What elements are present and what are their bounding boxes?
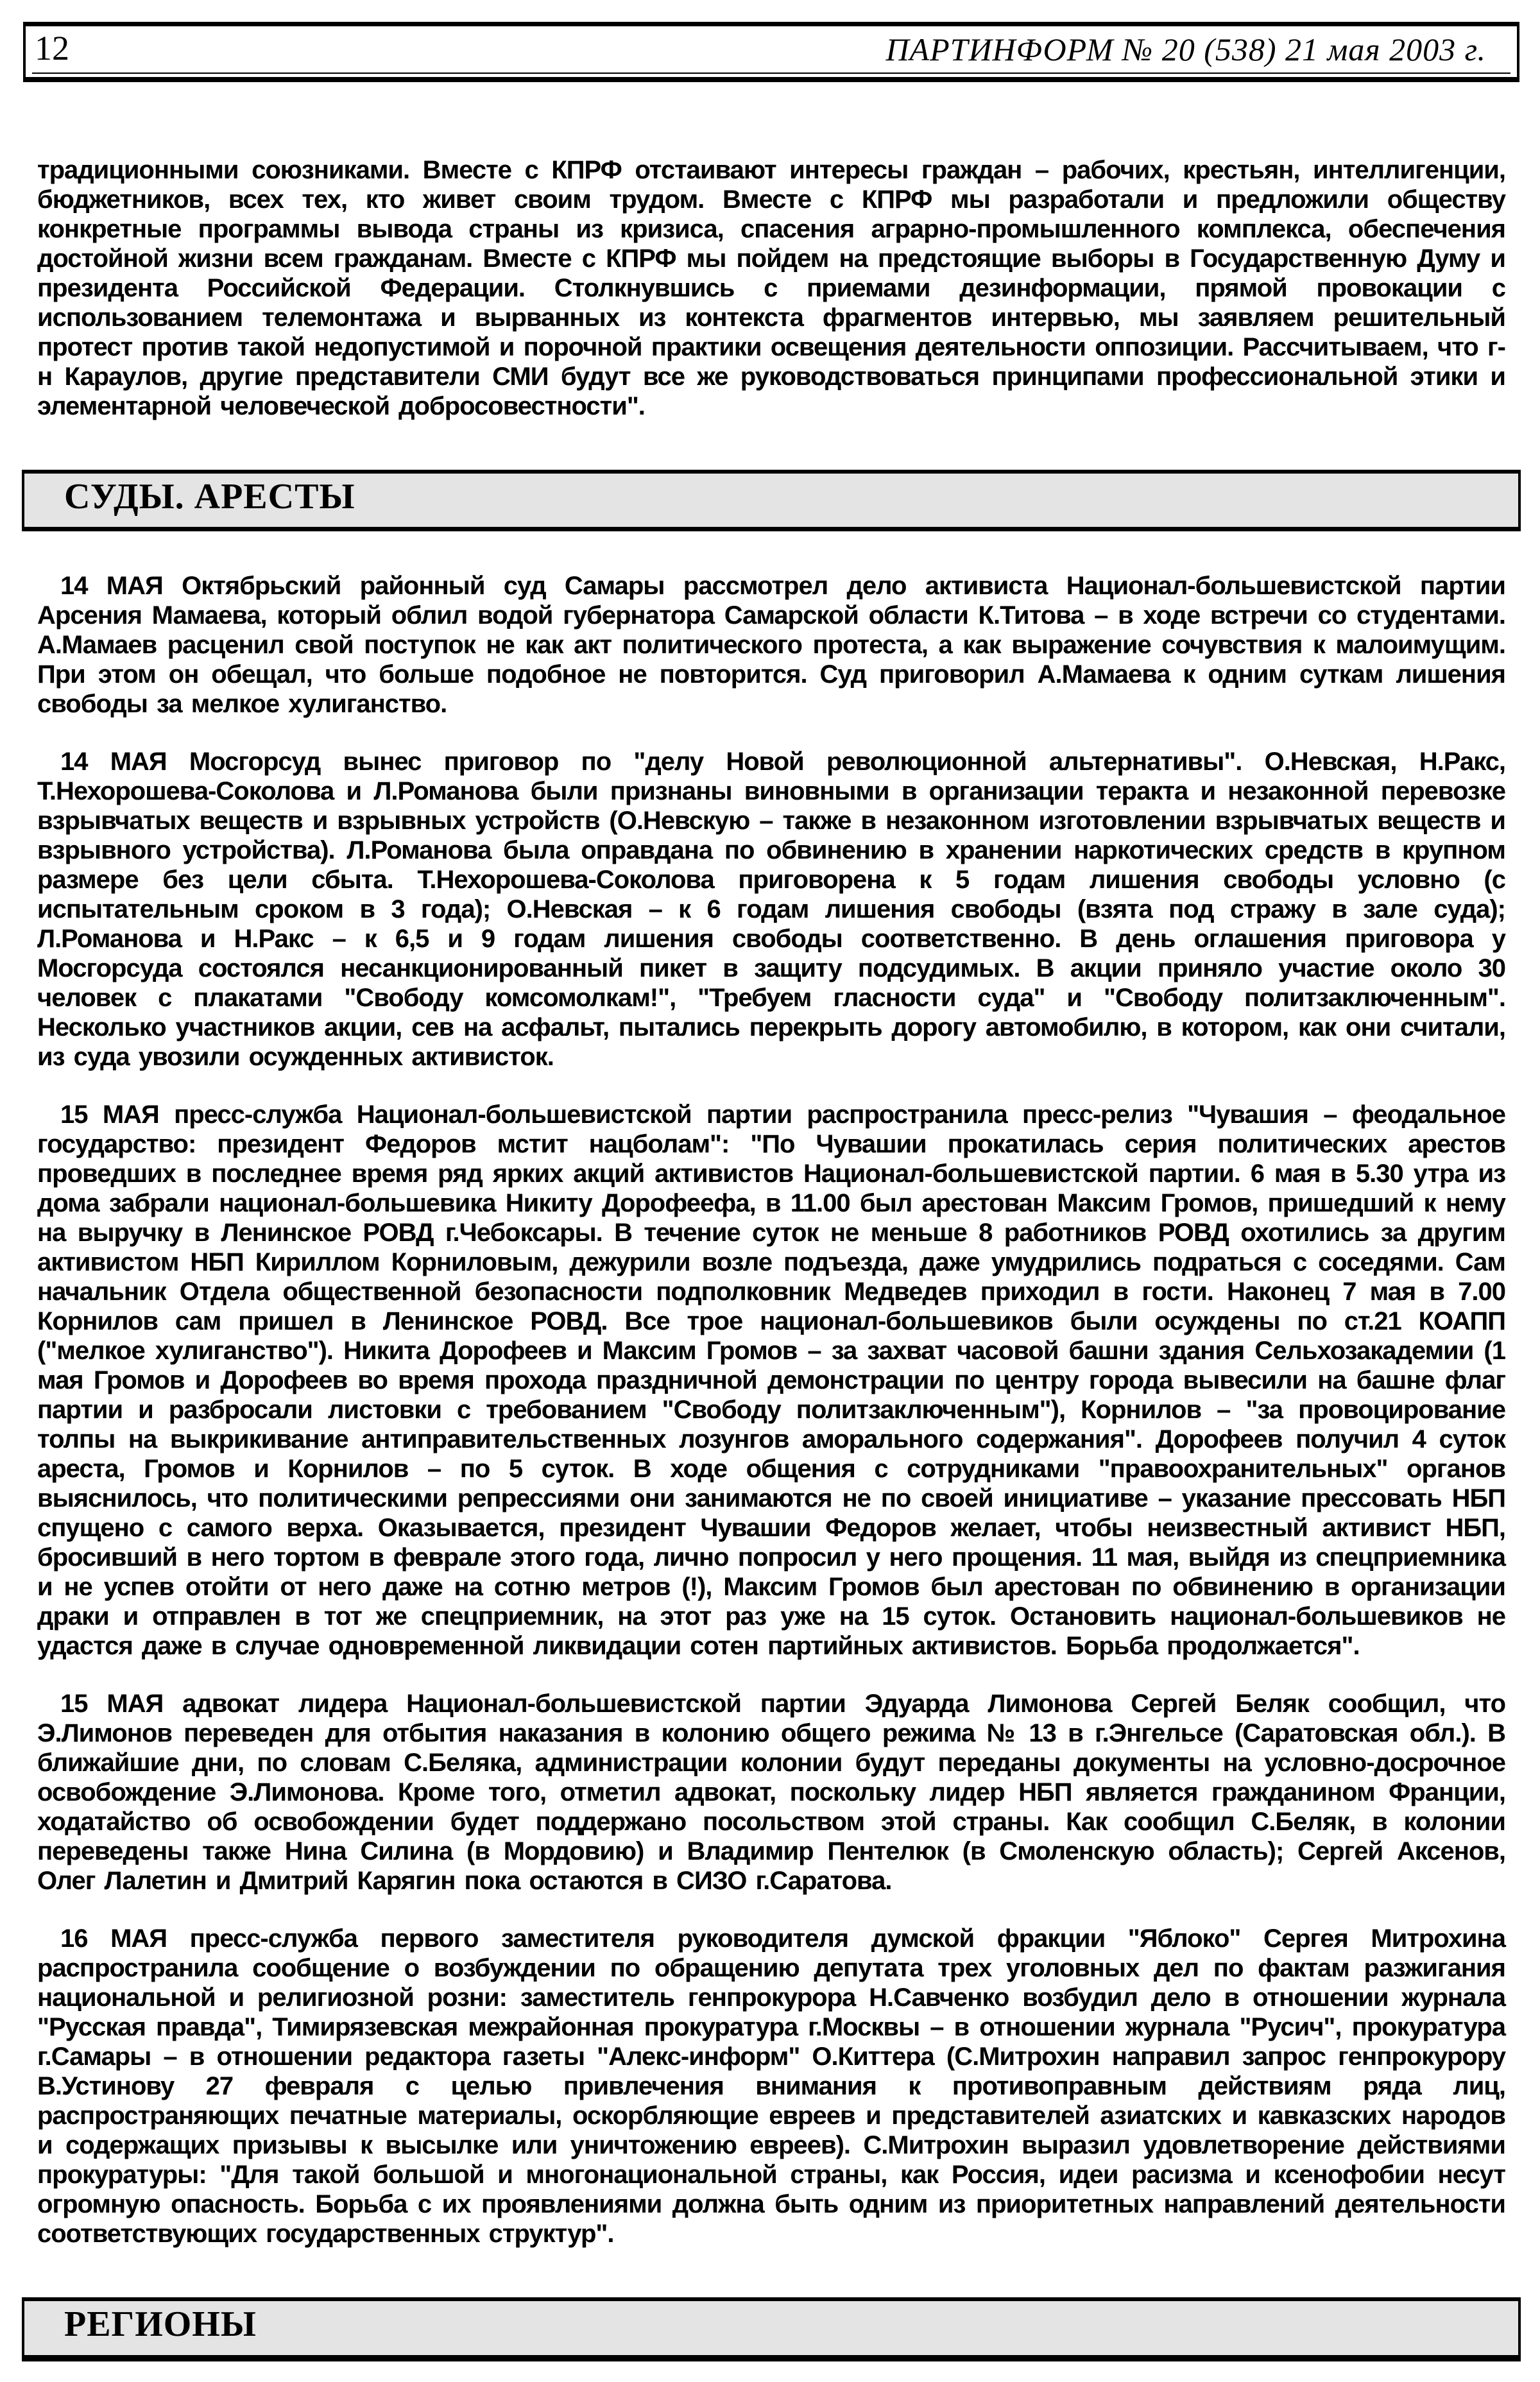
page-header — [23, 22, 1519, 82]
section-heading-regiony: РЕГИОНЫ — [22, 2297, 1521, 2361]
continuation-paragraph: традиционными союзниками. Вместе с КПРФ отстаивают интересы граждан – рабочих, крестьян, интеллигенции, бюджетников, всех тех, кто живет своим трудом. Вместе с КПРФ мы разработали и предложили обществу конкретные программы вывода страны из кризиса, спасения аграрно-промышленного комплекса, обеспечения достойной жизни всем гражданам. Вместе с КПРФ мы пойдем на предстоящие выборы в Государственную Думу и президента Российской Федерации. Столкнувшись с приемами дезинформации, прямой провокации с использованием телемонтажа и вырванных из контекста фрагментов интервью, мы заявляем решительный протест против такой недопустимой и порочной практики освещения деятельности оппозиции. Рассчитываем, что г-н Караулов, другие представители СМИ будут все же руководствоваться принципами профессиональной этики и элементарной человеческой добросовестности". — [37, 155, 1505, 420]
paragraph-15-may-press-release: 15 МАЯ пресс-служба Национал-большевистской партии распространила пресс-релиз "Чувашия – феодальное государство: президент Федоров мстит нацболам": "По Чувашии прокатилась серия политических арестов проведших в последнее время ряд ярких акций активистов Национал-большевистской партии. 6 мая в 5.30 утра из дома забрали национал-большевика Никиту Дорофеефа, в 11.00 был арестован Максим Громов, пришедший к нему на выручку в Ленинское РОВД г.Чебоксары. В течение суток не меньше 8 работников РОВД охотились за другим активистом НБП Кириллом Корниловым, дежурили возле подъезда, даже умудрились подраться с соседями. Сам начальник Отдела общественной безопасности подполковник Медведев приходил в гости. Наконец 7 мая в 7.00 Корнилов сам пришел в Ленинское РОВД. Все трое национал-большевиков были осуждены по ст.21 КОАПП ("мелкое хулиганство"). Никита Дорофеев и Максим Громов – за захват часовой башни здания Сельхозакадемии (1 мая Громов и Дорофеев во время прохода праздничной демонстрации по центру города вывесили на башне флаг партии и разбросали листовки с требованием "Свободу политзаключенным"), Корнилов – "за провоцирование толпы на выкрикивание антиправительственных лозунгов аморального содержания". Дорофеев получил 4 суток ареста, Громов и Корнилов – по 5 суток. В ходе общения с сотрудниками "правоохранительных" органов выяснилось, что политическими репрессиями они занимаются не по своей инициативе – указание прессовать НБП спущено с самого верха. Оказывается, президент Чувашии Федоров желает, чтобы неизвестный активист НБП, бросивший в него тортом в феврале этого года, лично попросил у него прощения. 11 мая, выйдя из спецприемника и не успев отойти от него даже на сотню метров (!), Максим Громов был арестован по обвинению в организации драки и отправлен в тот же спецприемник, на этот раз уже на 15 суток. Остановить национал-большевиков не удастся даже в случае одновременной ликвидации сотен партийных активистов. Борьба продолжается". — [37, 1101, 1505, 1661]
section-heading-sudy-aresty: СУДЫ. АРЕСТЫ — [22, 470, 1521, 532]
paragraph-14-may-samara: 14 МАЯ Октябрьский районный суд Самары рассмотрел дело активиста Национал-большевистской партии Арсения Мамаева, который облил водой губернатора Самарской области К.Титова – в ходе встречи со студентами. А.Мамаев расценил свой поступок не как акт политического протеста, а как выражение сочувствия к малоимущим. При этом он обещал, что больше подобное не повторится. Суд приговорил А.Мамаева к одним суткам лишения свободы за мелкое хулиганство. — [37, 572, 1505, 719]
paragraph-14-may-mosgorsud: 14 МАЯ Мосгорсуд вынес приговор по "делу Новой революционной альтернативы". О.Невская, Н.Ракс, Т.Нехорошева-Соколова и Л.Романова были признаны виновными в организации теракта и незаконной перевозке взрывчатых веществ и взрывных устройств (О.Невскую – также в незаконном изготовлении взрывчатых веществ и взрывного устройства). Л.Романова была оправдана по обвинению в хранении наркотических средств в крупном размере без цели сбыта. Т.Нехорошева-Соколова приговорена к 5 годам лишения свободы условно (с испытательным сроком в 3 года); О.Невская – к 6 годам лишения свободы (взята под стражу в зале суда); Л.Романова и Н.Ракс – к 6,5 и 9 годам лишения свободы соответственно. В день оглашения приговора у Мосгорсуда состоялся несанкционированный пикет в защиту подсудимых. В акции приняло участие около 30 человек с плакатами "Свободу комсомолкам!", "Требуем гласности суда" и "Свободу политзаключенным". Несколько участников акции, сев на асфальт, пытались перекрыть дорогу автомобилю, в котором, как они считали, из суда увозили осужденных активисток. — [37, 748, 1505, 1072]
masthead-title: ПАРТИНФОРМ № 20 (538) 21 мая 2003 г. — [886, 31, 1486, 68]
paragraph-15-may-limonov: 15 МАЯ адвокат лидера Национал-большевистской партии Эдуарда Лимонова Сергей Беляк сообщил, что Э.Лимонов переведен для отбытия наказания в колонию общего режима № 13 в г.Энгельсе (Саратовская обл.). В ближайшие дни, по словам С.Беляка, администрации колонии будут переданы документы на условно-досрочное освобождение Э.Лимонова. Кроме того, отметил адвокат, поскольку лидер НБП является гражданином Франции, ходатайство об освобождении будет поддержано посольством этой страны. Как сообщил С.Беляк, в колонии переведены также Нина Силина (в Мордовию) и Владимир Пентелюк (в Смоленскую область); Сергей Аксенов, Олег Лалетин и Дмитрий Карягин пока остаются в СИЗО г.Саратова. — [37, 1690, 1505, 1896]
page-number: 12 — [35, 29, 69, 67]
paragraph-16-may-yabloko: 16 МАЯ пресс-служба первого заместителя руководителя думской фракции "Яблоко" Сергея Митрохина распространила сообщение о возбуждении по обращению депутата трех уголовных дел по фактам разжигания национальной и религиозной розни: заместитель генпрокурора Н.Савченко возбудил дело в отношении журнала "Русская правда", Тимирязевская межрайонная прокуратура г.Москвы – в отношении журнала "Русич", прокуратура г.Самары – в отношении редактора газеты "Алекс-информ" О.Киттера (С.Митрохин направил запрос генпрокурору В.Устинову 27 февраля с целью привлечения внимания к противоправным действиям ряда лиц, распространяющих печатные материалы, оскорбляющие евреев и представителей азиатских и кавказских народов и содержащих призывы к высылке или уничтожению евреев). С.Митрохин выразил удовлетворение действиями прокуратуры: "Для такой большой и многонациональной страны, как Россия, идеи расизма и ксенофобии несут огромную опасность. Борьба с их проявлениями должна быть одним из приоритетных направлений деятельности соответствующих государственных структур". — [37, 1924, 1505, 2249]
